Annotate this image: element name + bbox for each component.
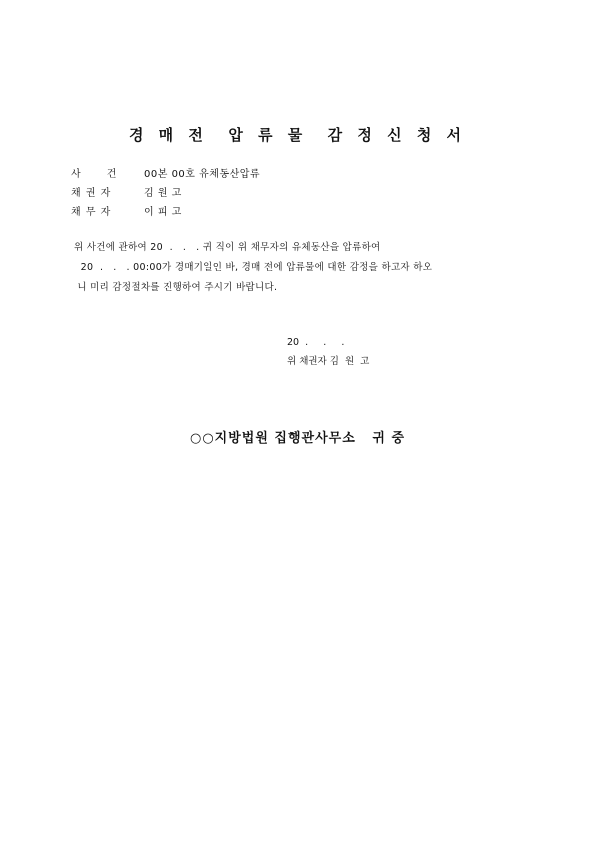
info-row-case <box>71 165 260 184</box>
case-info <box>71 165 260 222</box>
body-line-2: 20 . . . 00:00가 경매기일인 바, 경매 전에 압류물에 대한 감정을 하고자 하오 <box>74 262 433 273</box>
info-label-debtor: 채 무 자 <box>71 207 112 218</box>
info-row-creditor <box>71 184 260 203</box>
info-label-creditor: 채 권 자 <box>71 188 112 199</box>
document-title: 경 매 전 압 류 물 감 정 신 청 서 <box>128 126 467 144</box>
sign-date: 20 . . . <box>287 337 345 348</box>
info-value-creditor: 김 원 고 <box>144 188 182 199</box>
sign-name: 위 채권자 김 원 고 <box>287 356 370 367</box>
info-row-debtor <box>71 203 260 222</box>
signature-block <box>287 333 369 371</box>
addressee: ○○지방법원 집행관사무소 귀 중 <box>189 431 405 446</box>
body-line-3: 니 미리 감정절차를 진행하여 주시기 바랍니다. <box>74 282 278 293</box>
request-body <box>74 238 534 298</box>
body-line-1: 위 사건에 관하여 20 . . . 귀 직이 위 채무자의 유체동산을 압류하여 <box>74 242 381 253</box>
info-label-case: 사 건 <box>71 169 118 180</box>
info-value-case: 00본 00호 유체동산압류 <box>144 169 261 180</box>
info-value-debtor: 이 피 고 <box>144 207 182 218</box>
